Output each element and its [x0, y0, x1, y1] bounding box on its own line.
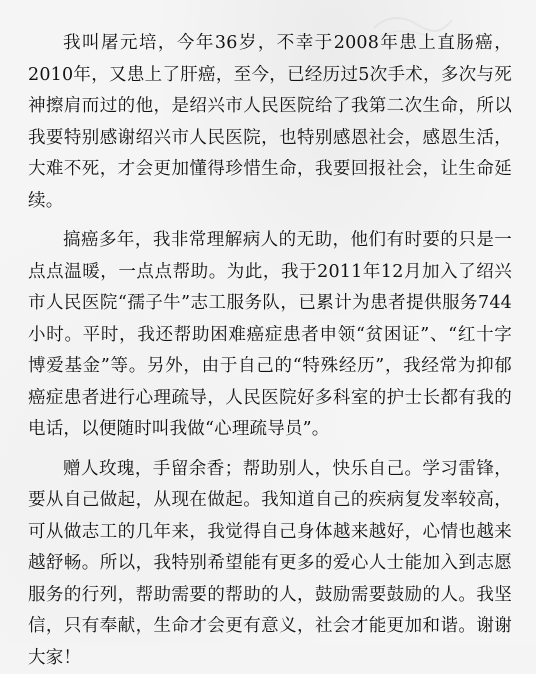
paragraph-3: 赠人玫瑰，手留余香；帮助别人，快乐自己。学习雷锋，要从自己做起，从现在做起。我知道自己的疾病复发率较高，可从做志工的几年来，我觉得自己身体越来越好，心情也越来越舒畅。所以，我特别希望能有更多的爱心人士能加入到志愿服务的行列，帮助需要的帮助的人，鼓励需要鼓励的人。我坚信，只有奉献，生命才会更有意义，社会才能更加和谐。谢谢大家！: [28, 454, 512, 674]
paragraph-1: 我叫屠元培，今年36岁，不幸于2008年患上直肠癌，2010年，又患上了肝癌，至今，已经历过5次手术，多次与死神擦肩而过的他，是绍兴市人民医院给了我第二次生命，所以我要特别感谢绍兴市人民医院，也特别感恩社会，感恩生活，大难不死，才会更加懂得珍惜生命，我要回报社会，让生命延续。: [28, 28, 512, 217]
paragraph-2: 搞癌多年，我非常理解病人的无助，他们有时要的只是一点点温暖，一点点帮助。为此，我于2011年12月加入了绍兴市人民医院“孺子牛”志工服务队，已累计为患者提供服务744小时。平时，我还帮助困难癌症患者申领“贫困证”、“红十字博爱基金”等。另外，由于自己的“特殊经历”，我经常为抑郁癌症患者进行心理疏导，人民医院好多科室的护士长都有我的电话，以便随时叫我做“心理疏导员”。: [28, 225, 512, 446]
letter-body: [28, 28, 512, 674]
